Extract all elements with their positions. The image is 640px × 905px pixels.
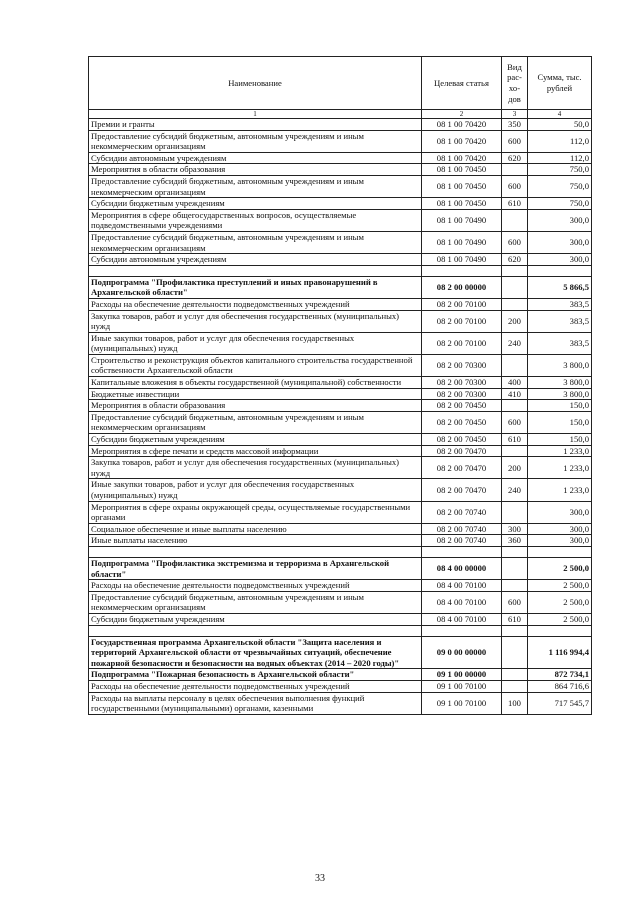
name-cell: Предоставление субсидий бюджетным, автономным учреждениям и иным некоммерческим организациям <box>89 591 422 613</box>
code-cell: 08 4 00 70100 <box>422 613 502 625</box>
sum-cell: 2 500,0 <box>528 580 592 592</box>
table-row <box>89 636 592 669</box>
expense-type-cell <box>502 501 528 523</box>
expense-type-cell <box>502 557 528 579</box>
name-cell: Расходы на обеспечение деятельности подведомственных учреждений <box>89 580 422 592</box>
table-row <box>89 354 592 376</box>
code-cell: 08 2 00 70300 <box>422 354 502 376</box>
code-cell: 09 1 00 70100 <box>422 692 502 714</box>
expense-type-cell: 600 <box>502 411 528 433</box>
name-cell: Капитальные вложения в объекты государственной (муниципальной) собственности <box>89 377 422 389</box>
table-row <box>89 557 592 579</box>
name-cell: Расходы на обеспечение деятельности подведомственных учреждений <box>89 680 422 692</box>
table-row <box>89 298 592 310</box>
sum-cell: 864 716,6 <box>528 680 592 692</box>
sum-cell: 750,0 <box>528 164 592 176</box>
name-cell: Предоставление субсидий бюджетным, автономным учреждениям и иным некоммерческим организациям <box>89 130 422 152</box>
sum-cell: 300,0 <box>528 501 592 523</box>
column-number: 4 <box>528 110 592 119</box>
name-cell: Мероприятия в сфере печати и средств массовой информации <box>89 445 422 457</box>
name-cell: Предоставление субсидий бюджетным, автономным учреждениям и иным некоммерческим организациям <box>89 175 422 197</box>
expense-type-cell: 350 <box>502 119 528 131</box>
expense-type-cell <box>502 400 528 412</box>
table-row <box>89 164 592 176</box>
expense-type-cell <box>502 636 528 669</box>
table-row <box>89 310 592 332</box>
header-name: Наименование <box>89 57 422 110</box>
name-cell: Социальное обеспечение и иные выплаты населению <box>89 523 422 535</box>
sum-cell: 300,0 <box>528 209 592 231</box>
sum-cell: 3 800,0 <box>528 388 592 400</box>
name-cell: Предоставление субсидий бюджетным, автономным учреждениям и иным некоммерческим организациям <box>89 231 422 253</box>
sum-cell: 150,0 <box>528 434 592 446</box>
column-number: 1 <box>89 110 422 119</box>
name-cell: Мероприятия в сфере общегосударственных вопросов, осуществляемые подведомственными учреждениями <box>89 209 422 231</box>
sum-cell: 383,5 <box>528 298 592 310</box>
code-cell: 08 2 00 70740 <box>422 535 502 547</box>
sum-cell: 3 800,0 <box>528 354 592 376</box>
sum-cell: 383,5 <box>528 310 592 332</box>
sum-cell: 150,0 <box>528 411 592 433</box>
name-cell: Иные закупки товаров, работ и услуг для обеспечения государственных (муниципальных) нужд <box>89 332 422 354</box>
table-row <box>89 254 592 266</box>
table-row <box>89 591 592 613</box>
table-row <box>89 535 592 547</box>
table-row <box>89 400 592 412</box>
column-number: 2 <box>422 110 502 119</box>
expense-type-cell: 600 <box>502 130 528 152</box>
empty-cell <box>528 265 592 276</box>
empty-cell <box>422 546 502 557</box>
table-row <box>89 434 592 446</box>
expense-type-cell: 240 <box>502 332 528 354</box>
spacer-row <box>89 546 592 557</box>
name-cell: Бюджетные инвестиции <box>89 388 422 400</box>
expense-type-cell <box>502 276 528 298</box>
table-row <box>89 445 592 457</box>
name-cell: Субсидии автономным учреждениям <box>89 152 422 164</box>
empty-cell <box>89 625 422 636</box>
name-cell: Подпрограмма "Профилактика преступлений и иных правонарушений в Архангельской области" <box>89 276 422 298</box>
expense-type-cell: 610 <box>502 198 528 210</box>
column-number: 3 <box>502 110 528 119</box>
name-cell: Расходы на выплаты персоналу в целях обеспечения выполнения функций государственными (муниципальными) органами, казенными <box>89 692 422 714</box>
code-cell: 08 2 00 70100 <box>422 332 502 354</box>
code-cell: 08 2 00 70100 <box>422 310 502 332</box>
sum-cell: 750,0 <box>528 198 592 210</box>
expense-type-cell: 240 <box>502 479 528 501</box>
expense-type-cell: 610 <box>502 434 528 446</box>
name-cell: Мероприятия в сфере охраны окружающей среды, осуществляемые государственными органами <box>89 501 422 523</box>
sum-cell: 50,0 <box>528 119 592 131</box>
expense-type-cell <box>502 354 528 376</box>
name-cell: Государственная программа Архангельской области "Защита населения и территорий Архангельской области от чрезвычайных ситуаций, обеспечение пожарной безопасности и безопасности на водных объектах (2014 – 2020 годы)" <box>89 636 422 669</box>
code-cell: 08 2 00 70470 <box>422 457 502 479</box>
code-cell: 08 2 00 70450 <box>422 411 502 433</box>
sum-cell: 1 233,0 <box>528 457 592 479</box>
sum-cell: 2 500,0 <box>528 613 592 625</box>
expense-type-cell: 620 <box>502 254 528 266</box>
empty-cell <box>89 265 422 276</box>
name-cell: Предоставление субсидий бюджетным, автономным учреждениям и иным некоммерческим организациям <box>89 411 422 433</box>
name-cell: Субсидии автономным учреждениям <box>89 254 422 266</box>
expense-type-cell: 410 <box>502 388 528 400</box>
code-cell: 08 2 00 70470 <box>422 479 502 501</box>
table-row <box>89 152 592 164</box>
empty-cell <box>528 546 592 557</box>
code-cell: 08 2 00 70740 <box>422 501 502 523</box>
table-row <box>89 680 592 692</box>
sum-cell: 2 500,0 <box>528 557 592 579</box>
name-cell: Расходы на обеспечение деятельности подведомственных учреждений <box>89 298 422 310</box>
expense-type-cell: 400 <box>502 377 528 389</box>
expense-type-cell: 620 <box>502 152 528 164</box>
code-cell: 08 1 00 70490 <box>422 254 502 266</box>
table-row <box>89 411 592 433</box>
sum-cell: 300,0 <box>528 535 592 547</box>
expense-type-cell <box>502 669 528 681</box>
sum-cell: 1 116 994,4 <box>528 636 592 669</box>
sum-cell: 717 545,7 <box>528 692 592 714</box>
sum-cell: 300,0 <box>528 523 592 535</box>
code-cell: 08 2 00 70450 <box>422 434 502 446</box>
table-row <box>89 276 592 298</box>
sum-cell: 2 500,0 <box>528 591 592 613</box>
table-header-row <box>89 57 592 110</box>
name-cell: Закупка товаров, работ и услуг для обеспечения государственных (муниципальных) нужд <box>89 310 422 332</box>
table-row <box>89 669 592 681</box>
table-row <box>89 692 592 714</box>
table-row <box>89 175 592 197</box>
empty-cell <box>422 625 502 636</box>
name-cell: Мероприятия в области образования <box>89 400 422 412</box>
code-cell: 08 2 00 70740 <box>422 523 502 535</box>
name-cell: Мероприятия в области образования <box>89 164 422 176</box>
code-cell: 08 1 00 70450 <box>422 198 502 210</box>
sum-cell: 1 233,0 <box>528 479 592 501</box>
expense-type-cell: 600 <box>502 175 528 197</box>
header-sum: Сумма, тыс. рублей <box>528 57 592 110</box>
name-cell: Премии и гранты <box>89 119 422 131</box>
empty-cell <box>528 625 592 636</box>
table-row <box>89 231 592 253</box>
code-cell: 08 2 00 00000 <box>422 276 502 298</box>
sum-cell: 3 800,0 <box>528 377 592 389</box>
name-cell: Субсидии бюджетным учреждениям <box>89 613 422 625</box>
name-cell: Субсидии бюджетным учреждениям <box>89 434 422 446</box>
column-number-row <box>89 110 592 119</box>
name-cell: Подпрограмма "Профилактика экстремизма и терроризма в Архангельской области" <box>89 557 422 579</box>
expense-type-cell <box>502 445 528 457</box>
code-cell: 08 1 00 70420 <box>422 152 502 164</box>
table-row <box>89 377 592 389</box>
table-row <box>89 119 592 131</box>
code-cell: 08 2 00 70470 <box>422 445 502 457</box>
code-cell: 08 2 00 70450 <box>422 400 502 412</box>
code-cell: 08 1 00 70450 <box>422 164 502 176</box>
code-cell: 08 2 00 70300 <box>422 388 502 400</box>
code-cell: 08 2 00 70100 <box>422 298 502 310</box>
code-cell: 08 2 00 70300 <box>422 377 502 389</box>
sum-cell: 1 233,0 <box>528 445 592 457</box>
table-row <box>89 613 592 625</box>
code-cell: 08 4 00 70100 <box>422 591 502 613</box>
name-cell: Субсидии бюджетным учреждениям <box>89 198 422 210</box>
expense-type-cell: 300 <box>502 523 528 535</box>
sum-cell: 150,0 <box>528 400 592 412</box>
empty-cell <box>89 546 422 557</box>
table-row <box>89 209 592 231</box>
code-cell: 08 1 00 70490 <box>422 209 502 231</box>
expense-type-cell <box>502 209 528 231</box>
code-cell: 08 4 00 00000 <box>422 557 502 579</box>
table-row <box>89 130 592 152</box>
expense-type-cell <box>502 164 528 176</box>
sum-cell: 383,5 <box>528 332 592 354</box>
spacer-row <box>89 625 592 636</box>
table-row <box>89 580 592 592</box>
expense-type-cell <box>502 680 528 692</box>
sum-cell: 112,0 <box>528 130 592 152</box>
sum-cell: 750,0 <box>528 175 592 197</box>
expense-type-cell: 200 <box>502 310 528 332</box>
expense-type-cell: 360 <box>502 535 528 547</box>
name-cell: Иные закупки товаров, работ и услуг для обеспечения государственных (муниципальных) нужд <box>89 479 422 501</box>
expense-type-cell: 600 <box>502 231 528 253</box>
expense-type-cell: 600 <box>502 591 528 613</box>
sum-cell: 5 866,5 <box>528 276 592 298</box>
table-row <box>89 479 592 501</box>
code-cell: 09 1 00 70100 <box>422 680 502 692</box>
code-cell: 08 1 00 70450 <box>422 175 502 197</box>
sum-cell: 300,0 <box>528 254 592 266</box>
name-cell: Строительство и реконструкция объектов капитального строительства государственной собственности Архангельской области <box>89 354 422 376</box>
code-cell: 08 1 00 70420 <box>422 130 502 152</box>
sum-cell: 112,0 <box>528 152 592 164</box>
empty-cell <box>422 265 502 276</box>
expense-type-cell <box>502 580 528 592</box>
table-row <box>89 198 592 210</box>
name-cell: Иные выплаты населению <box>89 535 422 547</box>
spacer-row <box>89 265 592 276</box>
table-row <box>89 457 592 479</box>
empty-cell <box>502 625 528 636</box>
expense-type-cell: 100 <box>502 692 528 714</box>
table-row <box>89 332 592 354</box>
header-expense-type: Вид рас-хо-дов <box>502 57 528 110</box>
empty-cell <box>502 265 528 276</box>
table-row <box>89 388 592 400</box>
code-cell: 09 0 00 00000 <box>422 636 502 669</box>
code-cell: 08 1 00 70420 <box>422 119 502 131</box>
page-number: 33 <box>315 873 325 884</box>
code-cell: 08 4 00 70100 <box>422 580 502 592</box>
empty-cell <box>502 546 528 557</box>
code-cell: 08 1 00 70490 <box>422 231 502 253</box>
sum-cell: 300,0 <box>528 231 592 253</box>
budget-table <box>88 56 592 715</box>
header-code: Целевая статья <box>422 57 502 110</box>
table-row <box>89 523 592 535</box>
sum-cell: 872 734,1 <box>528 669 592 681</box>
name-cell: Закупка товаров, работ и услуг для обеспечения государственных (муниципальных) нужд <box>89 457 422 479</box>
name-cell: Подпрограмма "Пожарная безопасность в Архангельской области" <box>89 669 422 681</box>
table-body <box>89 119 592 715</box>
expense-type-cell <box>502 298 528 310</box>
expense-type-cell: 610 <box>502 613 528 625</box>
expense-type-cell: 200 <box>502 457 528 479</box>
code-cell: 09 1 00 00000 <box>422 669 502 681</box>
table-row <box>89 501 592 523</box>
